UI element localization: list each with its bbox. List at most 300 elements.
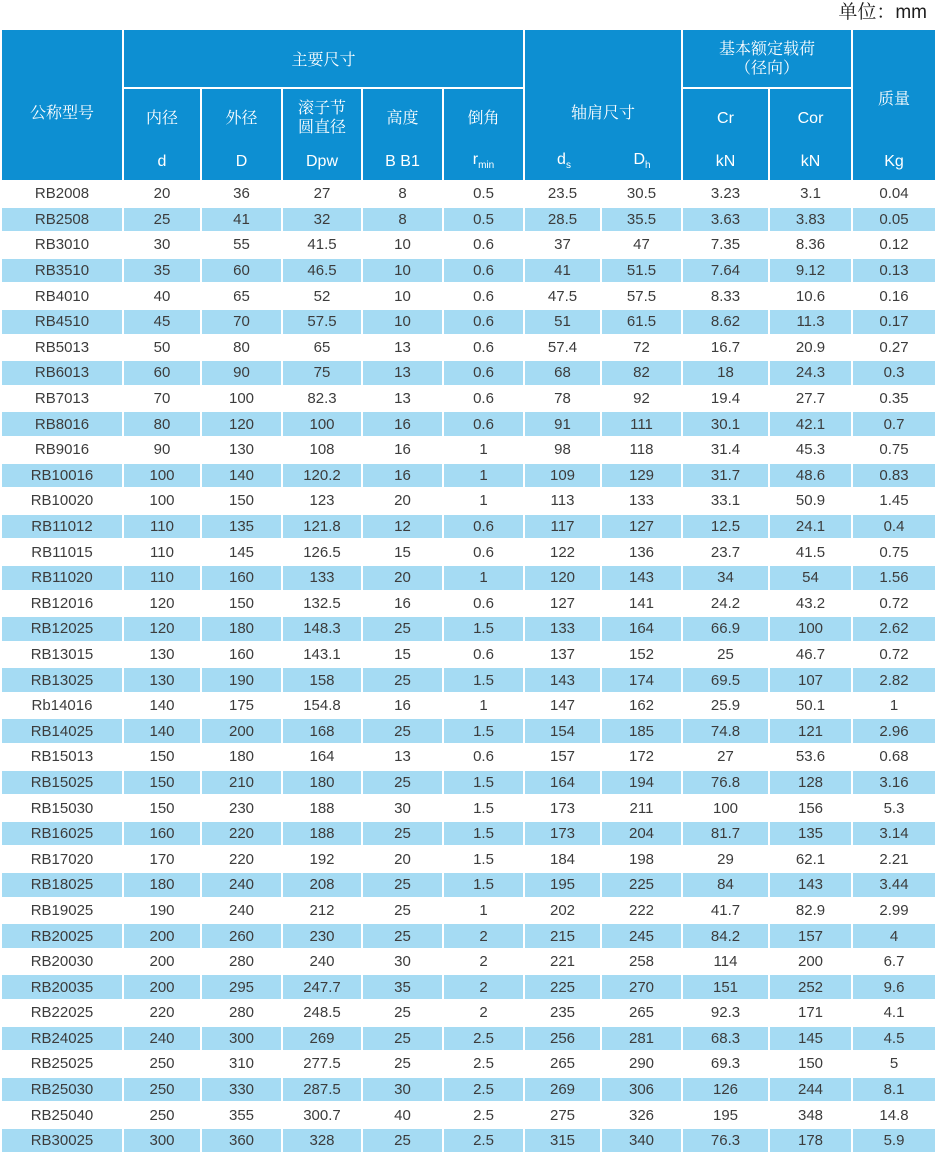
table-cell: 0.75 xyxy=(852,539,935,565)
table-cell: 173 xyxy=(524,795,601,821)
table-cell: 137 xyxy=(524,642,601,668)
table-cell: 220 xyxy=(123,1000,201,1026)
table-cell: 16 xyxy=(362,437,443,463)
table-cell: 204 xyxy=(601,821,682,847)
table-cell: 82.9 xyxy=(769,898,852,924)
table-cell: 0.35 xyxy=(852,386,935,412)
unit-note-row xyxy=(0,0,935,28)
table-cell: 80 xyxy=(201,335,282,361)
table-cell: 245 xyxy=(601,923,682,949)
table-cell: 120 xyxy=(524,565,601,591)
table-cell: RB24025 xyxy=(1,1026,123,1052)
table-cell: 130 xyxy=(123,642,201,668)
table-cell: 76.3 xyxy=(682,1128,769,1152)
table-cell: 221 xyxy=(524,949,601,975)
table-cell: 244 xyxy=(769,1077,852,1103)
table-cell: 25 xyxy=(362,1051,443,1077)
table-cell: 9.12 xyxy=(769,258,852,284)
table-cell: 0.75 xyxy=(852,437,935,463)
table-cell: 0.5 xyxy=(443,181,524,207)
table-cell: 68.3 xyxy=(682,1026,769,1052)
table-cell: 0.6 xyxy=(443,258,524,284)
table-cell: 1 xyxy=(852,693,935,719)
table-cell: 5.9 xyxy=(852,1128,935,1152)
table-row xyxy=(1,974,935,1000)
table-cell: RB22025 xyxy=(1,1000,123,1026)
table-cell: 180 xyxy=(123,872,201,898)
table-cell: RB14025 xyxy=(1,718,123,744)
table-cell: 60 xyxy=(201,258,282,284)
table-cell: RB15025 xyxy=(1,770,123,796)
table-cell: 200 xyxy=(123,923,201,949)
table-row xyxy=(1,693,935,719)
table-row xyxy=(1,770,935,796)
table-cell: 143.1 xyxy=(282,642,362,668)
table-cell: 100 xyxy=(201,386,282,412)
table-cell: 200 xyxy=(201,718,282,744)
table-cell: 69.3 xyxy=(682,1051,769,1077)
table-cell: 40 xyxy=(123,283,201,309)
table-cell: 100 xyxy=(123,488,201,514)
table-cell: 260 xyxy=(201,923,282,949)
table-row xyxy=(1,258,935,284)
table-cell: 215 xyxy=(524,923,601,949)
table-cell: 315 xyxy=(524,1128,601,1152)
table-cell: 2 xyxy=(443,923,524,949)
table-cell: 184 xyxy=(524,846,601,872)
table-cell: 1.5 xyxy=(443,872,524,898)
table-cell: 25 xyxy=(362,718,443,744)
table-cell: RB20035 xyxy=(1,974,123,1000)
table-cell: 84.2 xyxy=(682,923,769,949)
table-cell: 11.3 xyxy=(769,309,852,335)
table-cell: RB7013 xyxy=(1,386,123,412)
table-cell: 326 xyxy=(601,1102,682,1128)
table-cell: 20.9 xyxy=(769,335,852,361)
table-cell: 6.7 xyxy=(852,949,935,975)
table-cell: 62.1 xyxy=(769,846,852,872)
table-cell: 20 xyxy=(362,846,443,872)
table-cell: 143 xyxy=(769,872,852,898)
table-cell: 355 xyxy=(201,1102,282,1128)
table-cell: 37 xyxy=(524,232,601,258)
table-cell: 2.5 xyxy=(443,1102,524,1128)
table-cell: 248.5 xyxy=(282,1000,362,1026)
table-cell: 41.5 xyxy=(282,232,362,258)
table-cell: 0.6 xyxy=(443,309,524,335)
table-cell: 25 xyxy=(362,898,443,924)
table-cell: 1.5 xyxy=(443,616,524,642)
table-cell: 194 xyxy=(601,770,682,796)
table-cell: 3.63 xyxy=(682,207,769,233)
table-cell: 290 xyxy=(601,1051,682,1077)
table-cell: 150 xyxy=(123,744,201,770)
table-row xyxy=(1,386,935,412)
table-cell: 121.8 xyxy=(282,514,362,540)
table-cell: 0.6 xyxy=(443,539,524,565)
table-cell: 133 xyxy=(282,565,362,591)
table-cell: 230 xyxy=(201,795,282,821)
table-cell: 42.1 xyxy=(769,411,852,437)
table-cell: 0.6 xyxy=(443,411,524,437)
rated-load-label-line1: 基本额定载荷 xyxy=(719,40,816,58)
table-cell: 188 xyxy=(282,795,362,821)
table-cell: 156 xyxy=(769,795,852,821)
table-cell: 25 xyxy=(362,923,443,949)
table-cell: 128 xyxy=(769,770,852,796)
table-cell: 10 xyxy=(362,258,443,284)
table-row xyxy=(1,949,935,975)
table-cell: 150 xyxy=(201,591,282,617)
table-cell: 2 xyxy=(443,1000,524,1026)
table-cell: 143 xyxy=(524,667,601,693)
table-cell: 2 xyxy=(443,974,524,1000)
table-cell: 190 xyxy=(123,898,201,924)
table-cell: 150 xyxy=(769,1051,852,1077)
col-group-rated-load xyxy=(682,29,852,88)
table-cell: 3.44 xyxy=(852,872,935,898)
table-cell: 160 xyxy=(201,565,282,591)
table-cell: 1.5 xyxy=(443,795,524,821)
table-cell: 235 xyxy=(524,1000,601,1026)
table-cell: 30.5 xyxy=(601,181,682,207)
table-cell: 2.5 xyxy=(443,1026,524,1052)
table-cell: 12.5 xyxy=(682,514,769,540)
table-cell: 0.5 xyxy=(443,207,524,233)
table-cell: 70 xyxy=(123,386,201,412)
table-cell: 45 xyxy=(123,309,201,335)
table-cell: 9.6 xyxy=(852,974,935,1000)
table-cell: 41.5 xyxy=(769,539,852,565)
col-header-kg: Kg xyxy=(884,153,904,170)
table-cell: 25 xyxy=(362,770,443,796)
table-cell: 41 xyxy=(524,258,601,284)
table-row xyxy=(1,821,935,847)
table-row xyxy=(1,1128,935,1152)
table-cell: 240 xyxy=(201,872,282,898)
table-cell: 31.7 xyxy=(682,463,769,489)
table-cell: 8.62 xyxy=(682,309,769,335)
table-cell: 5.3 xyxy=(852,795,935,821)
table-cell: 277.5 xyxy=(282,1051,362,1077)
table-cell: 45.3 xyxy=(769,437,852,463)
table-cell: 23.7 xyxy=(682,539,769,565)
table-cell: 275 xyxy=(524,1102,601,1128)
table-cell: 160 xyxy=(123,821,201,847)
table-cell: 16.7 xyxy=(682,335,769,361)
table-cell: RB20030 xyxy=(1,949,123,975)
table-cell: 150 xyxy=(201,488,282,514)
table-cell: 15 xyxy=(362,539,443,565)
table-cell: 252 xyxy=(769,974,852,1000)
table-cell: 0.6 xyxy=(443,386,524,412)
table-cell: 185 xyxy=(601,718,682,744)
main-dimensions-label: 主要尺寸 xyxy=(291,52,356,69)
table-row xyxy=(1,616,935,642)
table-cell: 0.17 xyxy=(852,309,935,335)
table-cell: RB17020 xyxy=(1,846,123,872)
table-cell: 3.1 xyxy=(769,181,852,207)
table-cell: 107 xyxy=(769,667,852,693)
table-cell: 57.4 xyxy=(524,335,601,361)
table-body xyxy=(1,181,935,1152)
table-cell: 46.7 xyxy=(769,642,852,668)
table-cell: 10.6 xyxy=(769,283,852,309)
table-cell: 54 xyxy=(769,565,852,591)
table-cell: 135 xyxy=(201,514,282,540)
table-cell: 147 xyxy=(524,693,601,719)
table-cell: 13 xyxy=(362,386,443,412)
table-cell: 145 xyxy=(769,1026,852,1052)
table-cell: 24.3 xyxy=(769,360,852,386)
table-cell: RB11015 xyxy=(1,539,123,565)
table-row xyxy=(1,846,935,872)
table-cell: 92.3 xyxy=(682,1000,769,1026)
table-cell: 1.5 xyxy=(443,846,524,872)
table-cell: 41.7 xyxy=(682,898,769,924)
table-cell: 150 xyxy=(123,795,201,821)
table-cell: 118 xyxy=(601,437,682,463)
table-cell: 170 xyxy=(123,846,201,872)
table-cell: 13 xyxy=(362,335,443,361)
table-cell: 256 xyxy=(524,1026,601,1052)
table-cell: 126 xyxy=(682,1077,769,1103)
table-cell: 25 xyxy=(362,667,443,693)
col-header-chamfer: 倒角 $r_{min}$ xyxy=(443,88,524,181)
table-cell: 3.14 xyxy=(852,821,935,847)
table-cell: 91 xyxy=(524,411,601,437)
table-cell: 132.5 xyxy=(282,591,362,617)
table-cell: RB6013 xyxy=(1,360,123,386)
table-cell: 16 xyxy=(362,411,443,437)
table-cell: RB12025 xyxy=(1,616,123,642)
unit-label: 单位：mm xyxy=(838,2,927,23)
table-cell: 27.7 xyxy=(769,386,852,412)
table-cell: 7.35 xyxy=(682,232,769,258)
table-cell: RB19025 xyxy=(1,898,123,924)
col-header-height: 高度 B B1 xyxy=(362,88,443,181)
table-cell: 35.5 xyxy=(601,207,682,233)
table-cell: 158 xyxy=(282,667,362,693)
table-cell: 220 xyxy=(201,846,282,872)
table-cell: 164 xyxy=(524,770,601,796)
table-cell: RB11012 xyxy=(1,514,123,540)
table-cell: 340 xyxy=(601,1128,682,1152)
table-cell: 3.83 xyxy=(769,207,852,233)
table-cell: RB25030 xyxy=(1,1077,123,1103)
table-cell: 130 xyxy=(201,437,282,463)
table-cell: Rb14016 xyxy=(1,693,123,719)
table-cell: 51 xyxy=(524,309,601,335)
table-cell: 300 xyxy=(123,1128,201,1152)
table-cell: 1.45 xyxy=(852,488,935,514)
table-row xyxy=(1,360,935,386)
col-header-model xyxy=(1,29,123,181)
table-cell: 25 xyxy=(362,872,443,898)
table-cell: 15 xyxy=(362,642,443,668)
table-row xyxy=(1,565,935,591)
table-cell: 0.04 xyxy=(852,181,935,207)
table-cell: 168 xyxy=(282,718,362,744)
col-header-pitch-diameter: 滚子节 圆直径 Dpw xyxy=(282,88,362,181)
table-cell: 0.4 xyxy=(852,514,935,540)
table-cell: 1.5 xyxy=(443,718,524,744)
shoulder-symbols xyxy=(525,151,681,171)
table-cell: 24.1 xyxy=(769,514,852,540)
table-cell: 135 xyxy=(769,821,852,847)
table-cell: 250 xyxy=(123,1077,201,1103)
table-cell: 175 xyxy=(201,693,282,719)
table-cell: 250 xyxy=(123,1051,201,1077)
table-cell: 36 xyxy=(201,181,282,207)
table-cell: 129 xyxy=(601,463,682,489)
table-cell: 152 xyxy=(601,642,682,668)
table-cell: 0.12 xyxy=(852,232,935,258)
table-cell: 25 xyxy=(123,207,201,233)
table-cell: 120 xyxy=(201,411,282,437)
table-cell: 0.16 xyxy=(852,283,935,309)
table-cell: 250 xyxy=(123,1102,201,1128)
table-cell: 75 xyxy=(282,360,362,386)
table-cell: 65 xyxy=(201,283,282,309)
table-cell: RB16025 xyxy=(1,821,123,847)
table-cell: 280 xyxy=(201,949,282,975)
table-row xyxy=(1,309,935,335)
table-cell: RB25025 xyxy=(1,1051,123,1077)
table-cell: 280 xyxy=(201,1000,282,1026)
table-cell: 16 xyxy=(362,463,443,489)
table-cell: 35 xyxy=(123,258,201,284)
table-row xyxy=(1,718,935,744)
table-cell: 1.5 xyxy=(443,667,524,693)
table-cell: 141 xyxy=(601,591,682,617)
table-cell: 50.1 xyxy=(769,693,852,719)
table-cell: 47.5 xyxy=(524,283,601,309)
table-cell: 108 xyxy=(282,437,362,463)
table-row xyxy=(1,1077,935,1103)
table-cell: 90 xyxy=(123,437,201,463)
table-cell: 200 xyxy=(123,974,201,1000)
table-cell: RB2508 xyxy=(1,207,123,233)
table-row xyxy=(1,872,935,898)
table-cell: 136 xyxy=(601,539,682,565)
table-cell: RB3010 xyxy=(1,232,123,258)
table-cell: 287.5 xyxy=(282,1077,362,1103)
table-cell: 60 xyxy=(123,360,201,386)
table-cell: 122 xyxy=(524,539,601,565)
table-cell: 25 xyxy=(362,1128,443,1152)
col-header-outer-diameter: 外径 D xyxy=(201,88,282,181)
table-cell: 0.68 xyxy=(852,744,935,770)
table-cell: 0.72 xyxy=(852,591,935,617)
table-cell: 82 xyxy=(601,360,682,386)
table-cell: 195 xyxy=(682,1102,769,1128)
table-cell: 13 xyxy=(362,744,443,770)
table-cell: 114 xyxy=(682,949,769,975)
table-row xyxy=(1,335,935,361)
table-cell: 127 xyxy=(601,514,682,540)
table-row xyxy=(1,283,935,309)
table-cell: 258 xyxy=(601,949,682,975)
table-cell: 0.13 xyxy=(852,258,935,284)
col-header-cor: Cor kN xyxy=(769,88,852,181)
table-cell: 120 xyxy=(123,591,201,617)
table-cell: 8.1 xyxy=(852,1077,935,1103)
table-cell: RB4010 xyxy=(1,283,123,309)
table-cell: 27 xyxy=(282,181,362,207)
table-cell: 30 xyxy=(362,795,443,821)
table-cell: 16 xyxy=(362,693,443,719)
table-cell: 69.5 xyxy=(682,667,769,693)
mass-label: 质量 xyxy=(878,91,911,108)
table-cell: 140 xyxy=(123,693,201,719)
table-cell: 0.6 xyxy=(443,283,524,309)
table-cell: 25 xyxy=(362,1026,443,1052)
table-cell: 143 xyxy=(601,565,682,591)
table-cell: 306 xyxy=(601,1077,682,1103)
table-cell: 127 xyxy=(524,591,601,617)
table-cell: 295 xyxy=(201,974,282,1000)
table-cell: 3.16 xyxy=(852,770,935,796)
table-cell: 171 xyxy=(769,1000,852,1026)
table-cell: 157 xyxy=(524,744,601,770)
table-cell: 0.3 xyxy=(852,360,935,386)
table-cell: 111 xyxy=(601,411,682,437)
table-cell: 68 xyxy=(524,360,601,386)
table-cell: 90 xyxy=(201,360,282,386)
table-cell: 8 xyxy=(362,181,443,207)
table-row xyxy=(1,642,935,668)
table-cell: 1.5 xyxy=(443,821,524,847)
col-group-mass xyxy=(852,29,935,181)
table-row xyxy=(1,411,935,437)
table-cell: 55 xyxy=(201,232,282,258)
table-cell: 178 xyxy=(769,1128,852,1152)
table-cell: RB20025 xyxy=(1,923,123,949)
table-cell: 46.5 xyxy=(282,258,362,284)
table-row xyxy=(1,1026,935,1052)
table-cell: 32 xyxy=(282,207,362,233)
table-cell: RB5013 xyxy=(1,335,123,361)
table-cell: RB10016 xyxy=(1,463,123,489)
table-cell: 0.6 xyxy=(443,335,524,361)
table-row xyxy=(1,207,935,233)
table-cell: RB9016 xyxy=(1,437,123,463)
table-cell: 34 xyxy=(682,565,769,591)
table-cell: 50 xyxy=(123,335,201,361)
table-cell: 35 xyxy=(362,974,443,1000)
table-cell: 20 xyxy=(123,181,201,207)
table-cell: 3.23 xyxy=(682,181,769,207)
table-cell: 202 xyxy=(524,898,601,924)
table-cell: 24.2 xyxy=(682,591,769,617)
table-cell: 109 xyxy=(524,463,601,489)
table-row xyxy=(1,898,935,924)
table-cell: 19.4 xyxy=(682,386,769,412)
table-cell: 360 xyxy=(201,1128,282,1152)
table-cell: 72 xyxy=(601,335,682,361)
table-cell: 30.1 xyxy=(682,411,769,437)
table-cell: 80 xyxy=(123,411,201,437)
table-cell: 222 xyxy=(601,898,682,924)
table-cell: 269 xyxy=(524,1077,601,1103)
table-cell: 208 xyxy=(282,872,362,898)
table-cell: 5 xyxy=(852,1051,935,1077)
table-cell: 0.6 xyxy=(443,360,524,386)
table-cell: 154 xyxy=(524,718,601,744)
bearing-spec-table xyxy=(0,28,935,1152)
table-cell: 100 xyxy=(282,411,362,437)
